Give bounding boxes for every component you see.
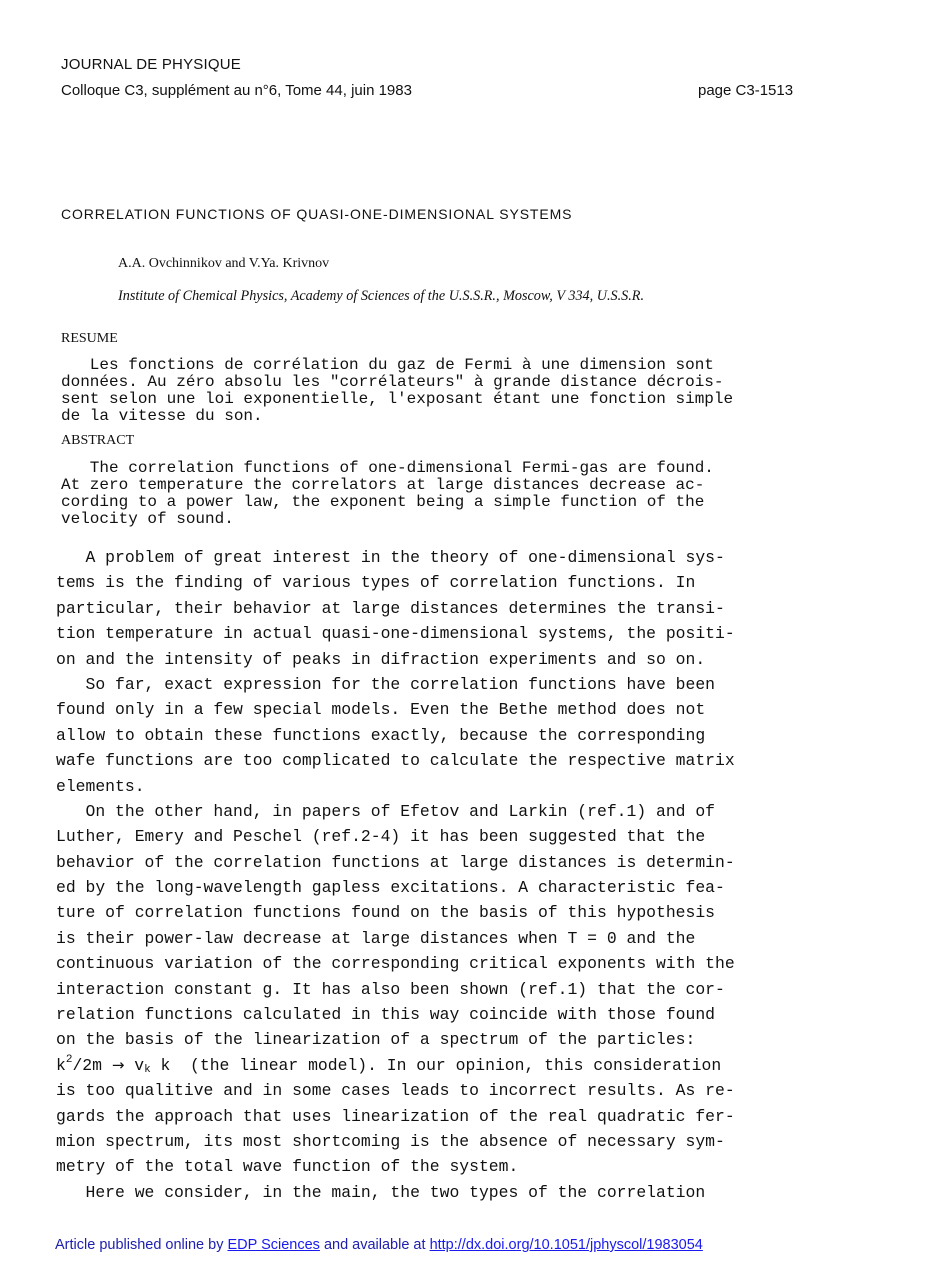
formula-denominator: /2m — [72, 1055, 112, 1075]
body-line: allow to obtain these functions exactly, because the corresponding — [56, 725, 706, 745]
colloque-issue-line: Colloque C3, supplément au n°6, Tome 44, juin 1983 — [61, 82, 412, 99]
body-line: Luther, Emery and Peschel (ref.2-4) it has been suggested that the — [56, 827, 706, 847]
body-line: behavior of the correlation functions at large distances is determin- — [56, 852, 735, 872]
formula-tail: k (the linear model). In our opinion, this consideration — [150, 1055, 722, 1075]
abstract-line: cording to a power law, the exponent being a simple function of the — [61, 493, 705, 511]
body-line: metry of the total wave function of the system. — [56, 1157, 519, 1177]
doi-link[interactable]: http://dx.doi.org/10.1051/jphyscol/1983054 — [429, 1237, 703, 1253]
formula-k: k — [56, 1055, 66, 1075]
body-line: ture of correlation functions found on the basis of this hypothesis — [56, 903, 716, 923]
body-line: On the other hand, in papers of Efetov and Larkin (ref.1) and of — [56, 801, 716, 821]
resume-body — [61, 357, 813, 425]
arrow-icon: → — [111, 1055, 125, 1074]
body-line: wafe functions are too complicated to calculate the respective matrix — [56, 751, 735, 771]
abstract-heading: ABSTRACT — [61, 433, 135, 448]
body-line: tems is the finding of various types of correlation functions. In — [56, 573, 696, 593]
formula-line — [56, 1053, 816, 1078]
body-line: mion spectrum, its most shortcoming is the absence of necessary sym- — [56, 1131, 725, 1151]
body-line: elements. — [56, 776, 145, 796]
body-line: tion temperature in actual quasi-one-dimensional systems, the positi- — [56, 624, 735, 644]
resume-line: de la vitesse du son. — [61, 407, 263, 425]
resume-line: Les fonctions de corrélation du gaz de Fermi à une dimension sont — [61, 356, 714, 374]
resume-heading: RESUME — [61, 331, 118, 346]
authors: A.A. Ovchinnikov and V.Ya. Krivnov — [118, 256, 330, 271]
body-line: ed by the long-wavelength gapless excitations. A characteristic fea- — [56, 878, 725, 898]
body-line: So far, exact expression for the correlation functions have been — [56, 674, 716, 694]
resume-line: données. Au zéro absolu les "corrélateurs" à grande distance décrois- — [61, 373, 724, 391]
body-line: on and the intensity of peaks in difraction experiments and so on. — [56, 649, 706, 669]
body-line: on the basis of the linearization of a spectrum of the particles: — [56, 1030, 696, 1050]
page-number: page C3-1513 — [698, 82, 794, 99]
formula-v: v — [124, 1055, 145, 1075]
resume-line: sent selon une loi exponentielle, l'exposant étant une fonction simple — [61, 390, 734, 408]
body-line: particular, their behavior at large distances determines the transi- — [56, 598, 725, 618]
footer-prefix: Article published online by — [55, 1237, 228, 1253]
affiliation: Institute of Chemical Physics, Academy of Sciences of the U.S.S.R., Moscow, V 334, U.S.S.R. — [118, 288, 645, 304]
abstract-line: The correlation functions of one-dimensional Fermi-gas are found. — [61, 459, 714, 477]
body-line: found only in a few special models. Even the Bethe method does not — [56, 700, 706, 720]
abstract-line: velocity of sound. — [61, 510, 234, 528]
body-text — [56, 545, 816, 1205]
abstract-body — [61, 460, 813, 528]
body-line: gards the approach that uses linearization of the real quadratic fer- — [56, 1106, 735, 1126]
body-line: is too qualitive and in some cases leads to incorrect results. As re- — [56, 1081, 735, 1101]
body-line: A problem of great interest in the theory of one-dimensional sys- — [56, 548, 725, 567]
footer-middle: and available at — [319, 1237, 430, 1253]
paper-title: CORRELATION FUNCTIONS OF QUASI-ONE-DIMENSIONAL SYSTEMS — [61, 206, 573, 222]
abstract-line: At zero temperature the correlators at large distances decrease ac- — [61, 476, 705, 494]
body-line: is their power-law decrease at large distances when T = 0 and the — [56, 928, 696, 948]
journal-name: JOURNAL DE PHYSIQUE — [61, 56, 241, 73]
body-line: interaction constant g. It has also been shown (ref.1) that the cor- — [56, 979, 725, 999]
publication-footer — [55, 1237, 703, 1253]
body-line: continuous variation of the corresponding critical exponents with the — [56, 954, 735, 974]
body-line: Here we consider, in the main, the two types of the correlation — [56, 1182, 706, 1202]
formula-v-subscript: k — [144, 1063, 151, 1076]
formula-k-exponent: 2 — [65, 1053, 73, 1066]
body-line: relation functions calculated in this way coincide with those found — [56, 1005, 716, 1025]
edp-sciences-link[interactable]: EDP Sciences — [227, 1237, 320, 1253]
